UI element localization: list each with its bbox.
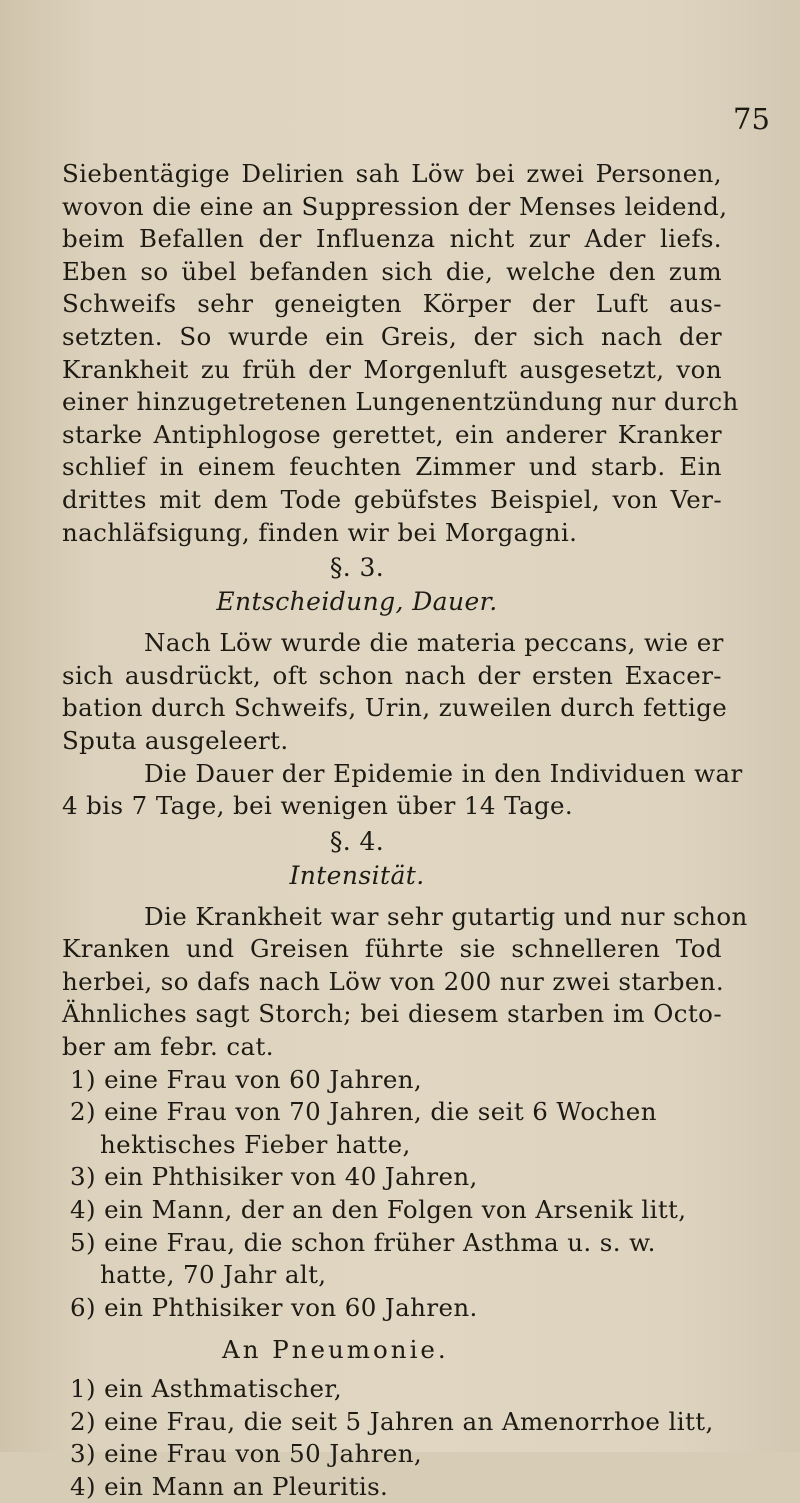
text-line: beim Befallen der Influenza nicht zur Ader liefs. (62, 224, 722, 254)
text-line: setzten. So wurde ein Greis, der sich nach der (62, 321, 722, 351)
text-line: Die Dauer der Epidemie in den Individuen war (144, 758, 743, 788)
text-line: herbei, so dafs nach Löw von 200 nur zwei starben. (62, 966, 725, 996)
text-line: Eben so übel befanden sich die, welche den zum (62, 256, 722, 286)
list-item: 4) ein Mann an Pleuritis. (70, 1471, 389, 1501)
text-line: Siebentägige Delirien sah Löw bei zwei Personen, (62, 159, 722, 188)
pneumonia-list (62, 1373, 722, 1503)
subheading: An Pneumonie. (222, 1335, 449, 1365)
text-line: Schweifs sehr geneigten Körper der Luft aus- (62, 289, 722, 319)
page-number: 75 (733, 102, 770, 136)
list-item-continuation: hatte, 70 Jahr alt, (100, 1260, 327, 1290)
text-line: sich ausdrückt, oft schon nach der ersten Exacer- (62, 660, 722, 690)
list-item: 1) ein Asthmatischer, (70, 1374, 343, 1403)
text-line: ber am febr. cat. (62, 1032, 274, 1062)
list-item: 3) eine Frau von 50 Jahren, (70, 1439, 423, 1469)
spacer (62, 1324, 722, 1334)
death-list (62, 1064, 722, 1325)
list-item: 5) eine Frau, die schon früher Asthma u. s. w. (70, 1227, 656, 1257)
text-line: Ähnliches sagt Storch; bei diesem starben im Octo- (62, 999, 722, 1029)
section-title: Intensität. (289, 860, 425, 890)
list-item: 4) ein Mann, der an den Folgen von Arsenik litt, (70, 1195, 687, 1225)
text-line: schlief in einem feuchten Zimmer und starb. Ein (62, 452, 722, 482)
text-line: wovon die eine an Suppression der Menses leidend, (62, 191, 728, 221)
section-title: Entscheidung, Dauer. (216, 587, 498, 617)
text-line: Die Krankheit war sehr gutartig und nur schon (144, 901, 748, 931)
list-item: 2) eine Frau, die seit 5 Jahren an Amenorrhoe litt, (70, 1406, 714, 1436)
text-line: starke Antiphlogose gerettet, ein anderer Kranker (62, 419, 722, 449)
section-number: §. 4. (329, 826, 385, 856)
list-item: 3) ein Phthisiker von 40 Jahren, (70, 1162, 478, 1192)
text-line: bation durch Schweifs, Urin, zuweilen durch fettige (62, 693, 728, 723)
list-item: 1) eine Frau von 60 Jahren, (70, 1064, 423, 1094)
text-line: Krankheit zu früh der Morgenluft ausgesetzt, von (62, 354, 722, 384)
section-number: §. 3. (329, 553, 385, 583)
text-line: einer hinzugetretenen Lungenentzündung nur durch (62, 387, 739, 417)
text-line: Kranken und Greisen führte sie schnelleren Tod (62, 934, 722, 964)
text-line: nachläfsigung, finden wir bei Morgagni. (62, 517, 578, 547)
text-line: Nach Löw wurde die materia peccans, wie er (144, 628, 724, 658)
list-item: 6) ein Phthisiker von 60 Jahren. (70, 1292, 478, 1322)
list-item-continuation: hektisches Fieber hatte, (100, 1129, 411, 1159)
text-line: Sputa ausgeleert. (62, 725, 289, 755)
text-line: 4 bis 7 Tage, bei wenigen über 14 Tage. (62, 791, 574, 821)
list-item: 2) eine Frau von 70 Jahren, die seit 6 Wochen (70, 1097, 657, 1127)
text-line: drittes mit dem Tode gebüfstes Beispiel, von Ver- (62, 484, 722, 514)
page-text (62, 158, 748, 1503)
